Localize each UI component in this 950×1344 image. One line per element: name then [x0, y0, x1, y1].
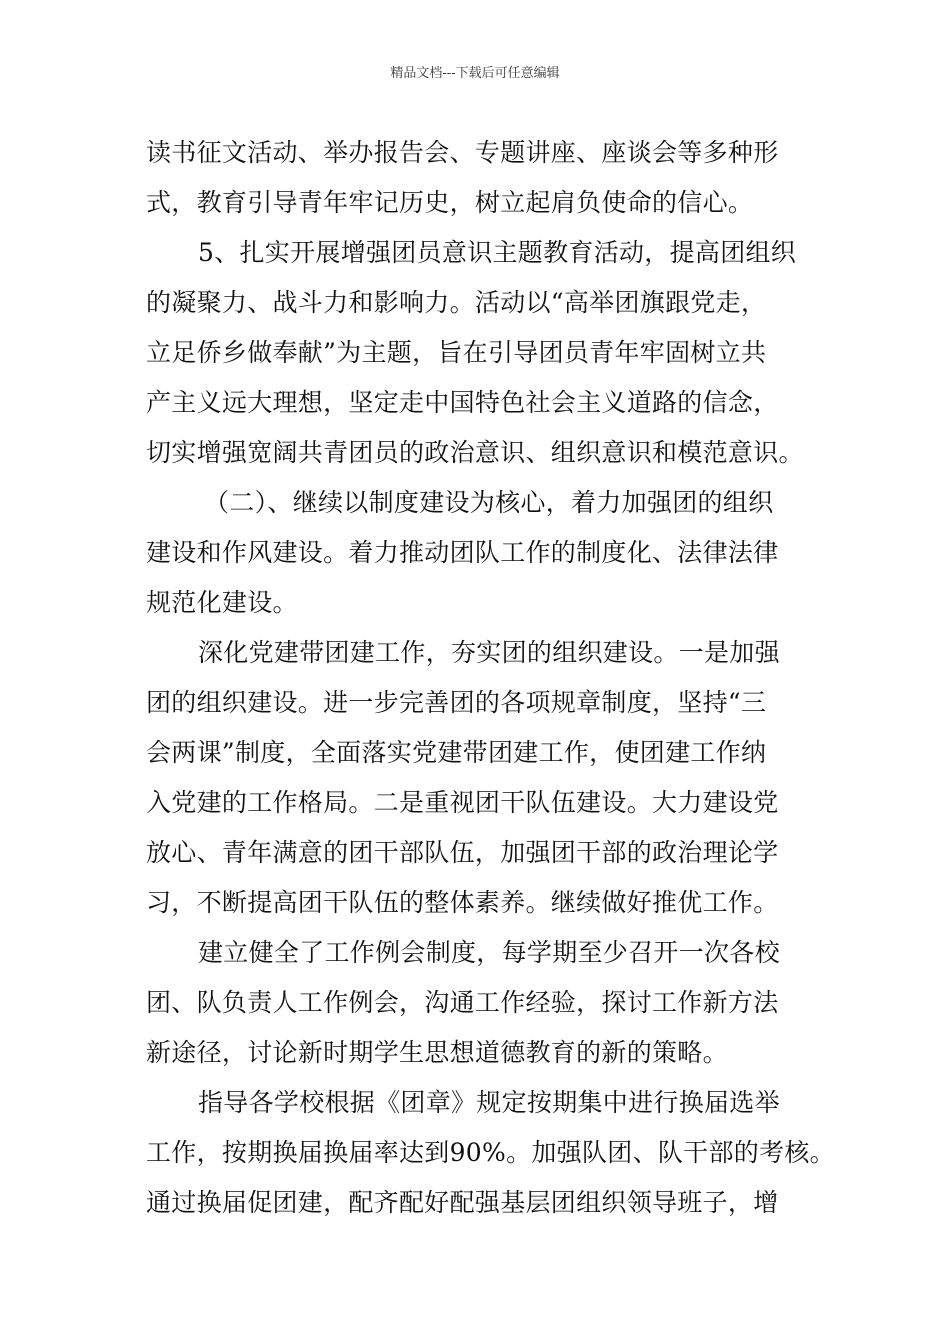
- text-line: 指导各学校根据《团章》规定按期集中进行换届选举: [198, 1088, 780, 1117]
- text-line: 团的组织建设。进一步完善团的各项规章制度，坚持“三: [146, 688, 767, 717]
- text-line: 建立健全了工作例会制度，每学期至少召开一次各校: [198, 938, 780, 967]
- text-line: 5、扎实开展增强团员意识主题教育活动，提高团组织: [198, 238, 797, 267]
- page-header: 精品文档---下载后可任意编辑: [390, 66, 560, 81]
- document-body: [146, 128, 835, 1228]
- text-line: 建设和作风建设。着力推动团队工作的制度化、法律法律: [146, 538, 779, 567]
- text-line: 产主义远大理想，坚定走中国特色社会主义道路的信念，: [146, 388, 779, 417]
- text-line: 工作，按期换届换届率达到90%。加强队团、队干部的考核。: [146, 1138, 835, 1167]
- text-line: 式，教育引导青年牢记历史，树立起肩负使命的信心。: [146, 188, 754, 217]
- text-line: 立足侨乡做奉献”为主题，旨在引导团员青年牢固树立共: [146, 338, 767, 367]
- text-line: 入党建的工作格局。二是重视团干队伍建设。大力建设党: [146, 788, 779, 817]
- text-line: 通过换届促团建，配齐配好配强基层团组织领导班子，增: [146, 1188, 779, 1217]
- text-line: 深化党建带团建工作，夯实团的组织建设。一是加强: [198, 638, 780, 667]
- text-line: 新途径，讨论新时期学生思想道德教育的新的策略。: [146, 1038, 728, 1067]
- text-line: 规范化建设。: [146, 588, 298, 617]
- text-line: 团、队负责人工作例会，沟通工作经验，探讨工作新方法: [146, 988, 779, 1017]
- text-line: 放心、青年满意的团干部队伍，加强团干部的政治理论学: [146, 838, 779, 867]
- text-line: 切实增强宽阔共青团员的政治意识、组织意识和模范意识。: [146, 438, 804, 467]
- text-line: 的凝聚力、战斗力和影响力。活动以“高举团旗跟党走，: [146, 288, 767, 317]
- text-line: 读书征文活动、举办报告会、专题讲座、座谈会等多种形: [146, 138, 779, 167]
- text-line: （二）、继续以制度建设为核心，着力加强团的组织: [204, 488, 774, 517]
- text-line: 习，不断提高团干队伍的整体素养。继续做好推优工作。: [146, 888, 779, 917]
- text-line: 会两课”制度，全面落实党建带团建工作，使团建工作纳: [146, 738, 767, 767]
